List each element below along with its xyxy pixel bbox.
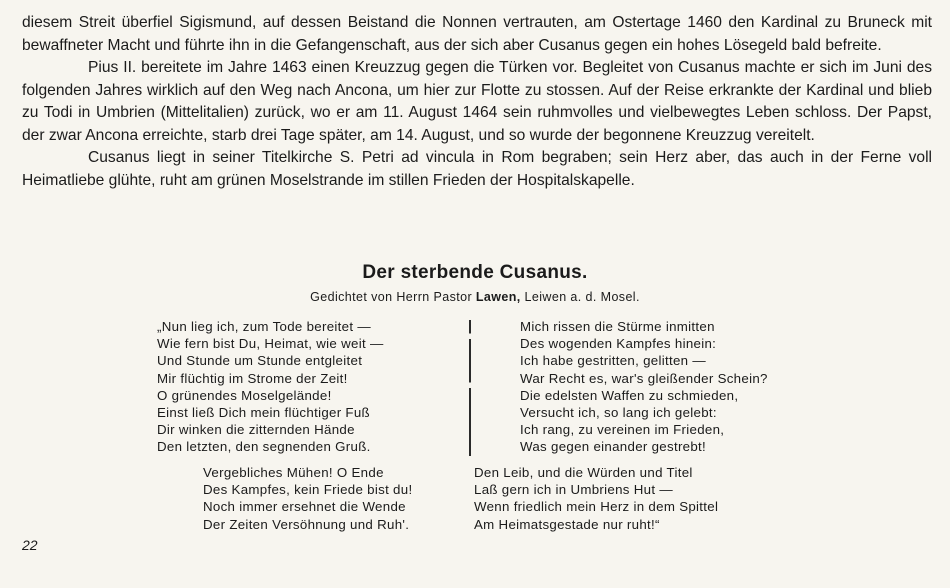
paragraph-2: Pius II. bereitete im Jahre 1463 einen Kreuzzug gegen die Türken vor. Begleitet von Cusanus machte er sich im Juni des folgenden Jahres wirklich auf den Weg nach Ancona, um hier zur Flotte zu stossen. Auf der Reise erkrankte der Kardinal und blieb zu Todi in Umbrien (Mittelitalien) zurück, wo er am 11. August 1464 sein ruhmvolles und vielbewegtes Leben schloss. Der Papst, der zwar Ancona erreichte, starb drei Tage später, am 14. August, und so wurde der begonnene Kreuzzug vereitelt. xyxy=(22,59,932,144)
stanza-3 xyxy=(203,464,412,533)
verse-line: Des wogenden Kampfes hinein: xyxy=(520,336,717,352)
credit-suffix: Leiwen a. d. Mosel. xyxy=(524,290,640,304)
prose-body xyxy=(22,12,932,192)
stanza-4 xyxy=(474,464,718,533)
verse-line: Ich habe gestritten, gelitten — xyxy=(520,353,706,369)
verse-line: Wie fern bist Du, Heimat, wie weit — xyxy=(157,336,384,352)
credit-author: Lawen, xyxy=(475,290,521,304)
verse-line: Den Leib, und die Würden und Titel xyxy=(474,465,693,480)
verse-line: Die edelsten Waffen zu schmieden, xyxy=(520,387,739,403)
verse-line: Am Heimatsgestade nur ruht!“ xyxy=(474,516,660,532)
verse-line: Vergebliches Mühen! O Ende xyxy=(203,465,384,480)
verse-line: War Recht es, war's gleißender Schein? xyxy=(520,370,768,386)
verse-line: Und Stunde um Stunde entgleitet xyxy=(157,353,363,369)
poem-title: Der sterbende Cusanus. xyxy=(362,262,588,283)
verse-line: Versucht ich, so lang ich gelebt: xyxy=(520,405,717,421)
verse-line: Laß gern ich in Umbriens Hut — xyxy=(474,482,673,498)
paragraph-3: Cusanus liegt in seiner Titelkirche S. Petri ad vincula in Rom begraben; sein Herz aber, das auch in der Ferne voll Heimatliebe glühte, ruht am grünen Moselstrande im stillen Frieden der Hospitalskapelle. xyxy=(22,149,932,189)
verse-line: Des Kampfes, kein Friede bist du! xyxy=(203,482,413,498)
credit-prefix: Gedichtet von Herrn Pastor xyxy=(310,290,473,304)
verse-line: Ich rang, zu vereinen im Frieden, xyxy=(520,422,725,438)
verse-line: Den letzten, den segnenden Gruß. xyxy=(157,439,371,455)
verse-line: Dir winken die zitternden Hände xyxy=(157,422,355,438)
verse-line: Einst ließ Dich mein flüchtiger Fuß xyxy=(157,405,370,421)
page-number: 22 xyxy=(22,537,38,553)
paragraph-1: diesem Streit überfiel Sigismund, auf dessen Beistand die Nonnen vertrauten, am Ostertage 1460 den Kardinal zu Bruneck mit bewaffneter Macht und führte ihn in die Gefangenschaft, aus der sich aber Cusanus gegen ein hohes Lösegeld bald befreite. xyxy=(22,14,932,54)
verse-line: Wenn friedlich mein Herz in dem Spittel xyxy=(474,499,719,515)
poem-credit xyxy=(0,290,950,304)
verse-line: Noch immer ersehnet die Wende xyxy=(203,499,406,515)
verse-line: Was gegen einander gestrebt! xyxy=(520,439,707,455)
verse-line: O grünendes Moselgelände! xyxy=(157,387,332,403)
column-divider xyxy=(469,320,471,456)
stanza-2 xyxy=(520,318,768,456)
verse-line: Der Zeiten Versöhnung und Ruh'. xyxy=(203,516,410,532)
verse-line: „Nun lieg ich, zum Tode bereitet — xyxy=(157,319,371,334)
verse-line: Mich rissen die Stürme inmitten xyxy=(520,319,715,334)
verse-line: Mir flüchtig im Strome der Zeit! xyxy=(157,370,348,386)
stanza-1 xyxy=(157,318,384,456)
